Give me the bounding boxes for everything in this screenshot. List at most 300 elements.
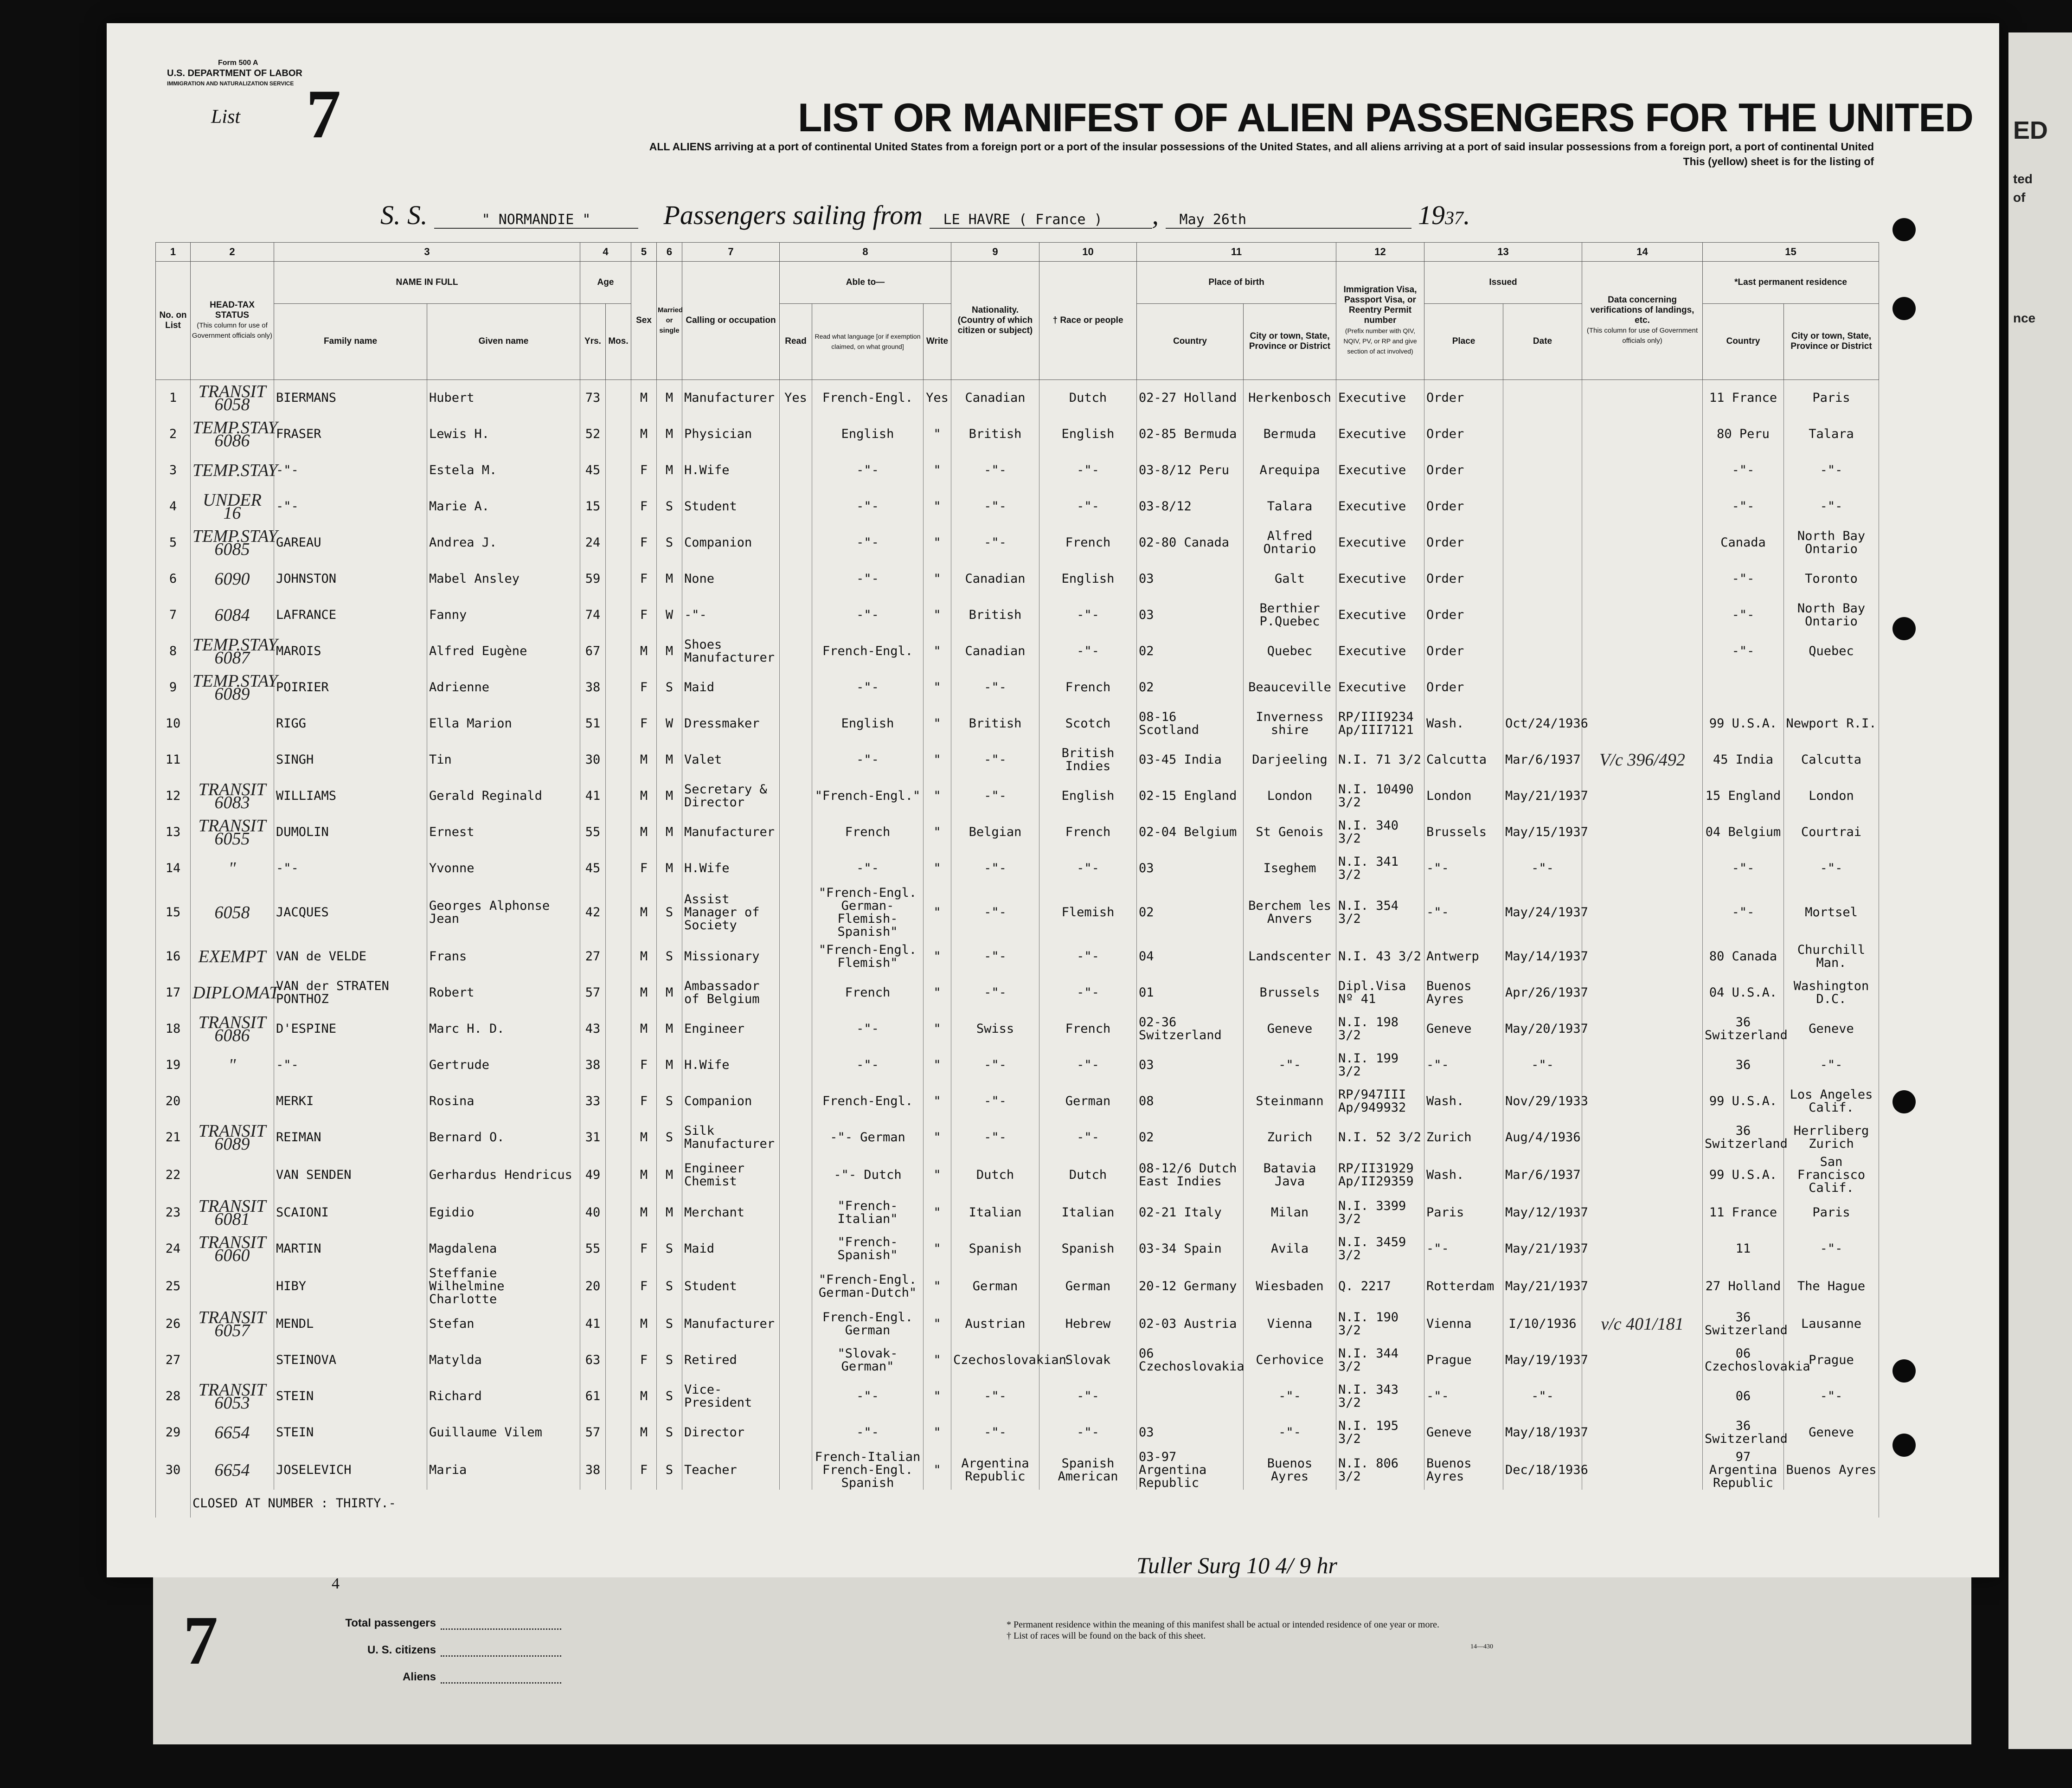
- occupation: -"-: [682, 597, 780, 633]
- nationality: Austrian: [951, 1306, 1039, 1342]
- family-name: SCAIONI: [274, 1195, 427, 1231]
- residence-city: Paris: [1784, 1195, 1879, 1231]
- verification: [1582, 850, 1703, 887]
- issued-place: Order: [1424, 669, 1503, 706]
- read-language: French: [812, 814, 924, 850]
- read-language: -"-: [812, 1415, 924, 1451]
- list-number: 7: [306, 76, 341, 153]
- col-number: 9: [951, 243, 1039, 262]
- residence-country: 99 U.S.A.: [1703, 1083, 1784, 1119]
- sex: F: [631, 452, 657, 489]
- read-language: "French-Engl. German-Dutch": [812, 1267, 924, 1306]
- nationality: Belgian: [951, 814, 1039, 850]
- issued-date: [1503, 380, 1582, 417]
- residence-country: 99 U.S.A.: [1703, 1156, 1784, 1195]
- birth-country: 02-04 Belgium: [1137, 814, 1244, 850]
- age-months: [606, 561, 631, 597]
- nationality: -"-: [951, 452, 1039, 489]
- issued-date: May/21/1937: [1503, 1231, 1582, 1267]
- header-issued-date: Date: [1503, 303, 1582, 379]
- head-tax-status: 6654: [191, 1415, 274, 1451]
- age-years: 38: [580, 1451, 606, 1490]
- visa-number: N.I. 43 3/2: [1336, 939, 1424, 975]
- race: -"-: [1039, 1378, 1137, 1415]
- occupation: Ambassador of Belgium: [682, 975, 780, 1011]
- birth-city: Galt: [1244, 561, 1336, 597]
- can-read: Yes: [780, 380, 812, 417]
- issued-date: May/21/1937: [1503, 778, 1582, 814]
- residence-country: -"-: [1703, 887, 1784, 939]
- age-months: [606, 380, 631, 417]
- table-row: [156, 416, 1879, 452]
- age-months: [606, 669, 631, 706]
- birth-country: 01: [1137, 975, 1244, 1011]
- visa-number: N.I. 3399 3/2: [1336, 1195, 1424, 1231]
- occupation: Valet: [682, 742, 780, 778]
- header-birth-country: Country: [1137, 303, 1244, 379]
- family-name: STEIN: [274, 1378, 427, 1415]
- header-no-on-list: No. on List: [156, 262, 191, 380]
- given-name: Gertrude: [427, 1047, 580, 1083]
- family-name: D'ESPINE: [274, 1011, 427, 1047]
- residence-country: 04 U.S.A.: [1703, 975, 1784, 1011]
- sex: M: [631, 887, 657, 939]
- occupation: Maid: [682, 1231, 780, 1267]
- verification: [1582, 1083, 1703, 1119]
- issued-place: Prague: [1424, 1342, 1503, 1378]
- col-number: 3: [274, 243, 580, 262]
- read-language: -"- German: [812, 1119, 924, 1156]
- age-months: [606, 742, 631, 778]
- head-tax-status: TEMP.STAY 6086: [191, 416, 274, 452]
- race: Slovak: [1039, 1342, 1137, 1378]
- row-number: 28: [156, 1378, 191, 1415]
- read-language: "Slovak-German": [812, 1342, 924, 1378]
- issued-date: [1503, 416, 1582, 452]
- closing-row: [156, 1490, 1879, 1518]
- residence-country: 80 Peru: [1703, 416, 1784, 452]
- visa-number: Dipl.Visa Nº 41: [1336, 975, 1424, 1011]
- head-tax-status: UNDER 16: [191, 489, 274, 525]
- race: English: [1039, 778, 1137, 814]
- verification: [1582, 1342, 1703, 1378]
- marital-status: M: [657, 850, 682, 887]
- given-name: Rosina: [427, 1083, 580, 1119]
- table-row: [156, 1156, 1879, 1195]
- verification: [1582, 1415, 1703, 1451]
- birth-city: Alfred Ontario: [1244, 525, 1336, 561]
- given-name: Richard: [427, 1378, 580, 1415]
- birth-country: 02-27 Holland: [1137, 380, 1244, 417]
- residence-city: Paris: [1784, 380, 1879, 417]
- can-read: [780, 814, 812, 850]
- sex: F: [631, 1231, 657, 1267]
- age-months: [606, 1119, 631, 1156]
- birth-city: -"-: [1244, 1378, 1336, 1415]
- given-name: Estela M.: [427, 452, 580, 489]
- issued-place: Order: [1424, 525, 1503, 561]
- residence-country: 11: [1703, 1231, 1784, 1267]
- verification: [1582, 633, 1703, 669]
- closing-spacer: [156, 1490, 191, 1518]
- read-language: -"-: [812, 452, 924, 489]
- verification: v/c 401/181: [1582, 1306, 1703, 1342]
- occupation: Director: [682, 1415, 780, 1451]
- col-number: 8: [780, 243, 951, 262]
- sex: M: [631, 1195, 657, 1231]
- given-name: Ernest: [427, 814, 580, 850]
- residence-city: -"-: [1784, 489, 1879, 525]
- age-years: 45: [580, 850, 606, 887]
- row-number: 4: [156, 489, 191, 525]
- issued-date: [1503, 597, 1582, 633]
- race: German: [1039, 1267, 1137, 1306]
- head-tax-status: 6084: [191, 597, 274, 633]
- family-name: JOSELEVICH: [274, 1451, 427, 1490]
- table-row: [156, 814, 1879, 850]
- aliens-field: [441, 1682, 561, 1684]
- race: -"-: [1039, 850, 1137, 887]
- family-name: REIMAN: [274, 1119, 427, 1156]
- col-number: 6: [657, 243, 682, 262]
- col-number: 1: [156, 243, 191, 262]
- age-months: [606, 1451, 631, 1490]
- row-number: 22: [156, 1156, 191, 1195]
- head-tax-status: TRANSIT 6086: [191, 1011, 274, 1047]
- issued-place: Zurich: [1424, 1119, 1503, 1156]
- occupation: Silk Manufacturer: [682, 1119, 780, 1156]
- stub-fragment: ted: [2013, 172, 2033, 186]
- issued-place: Paris: [1424, 1195, 1503, 1231]
- issued-date: May/12/1937: [1503, 1195, 1582, 1231]
- sex: M: [631, 1119, 657, 1156]
- can-write: ": [924, 1378, 951, 1415]
- residence-city: Calcutta: [1784, 742, 1879, 778]
- birth-country: 04: [1137, 939, 1244, 975]
- birth-city: Brussels: [1244, 975, 1336, 1011]
- age-years: 27: [580, 939, 606, 975]
- birth-city: Darjeeling: [1244, 742, 1336, 778]
- occupation: Companion: [682, 525, 780, 561]
- head-tax-status: TRANSIT 6053: [191, 1378, 274, 1415]
- age-months: [606, 814, 631, 850]
- age-months: [606, 975, 631, 1011]
- departure-date: May 26th: [1166, 212, 1411, 229]
- family-name: SINGH: [274, 742, 427, 778]
- issued-place: -"-: [1424, 887, 1503, 939]
- can-read: [780, 416, 812, 452]
- marital-status: S: [657, 1083, 682, 1119]
- form-number: Form 500 A: [218, 59, 258, 67]
- given-name: Ella Marion: [427, 706, 580, 742]
- can-write: ": [924, 778, 951, 814]
- birth-country: 02-36 Switzerland: [1137, 1011, 1244, 1047]
- nationality: Argentina Republic: [951, 1451, 1039, 1490]
- age-years: 51: [580, 706, 606, 742]
- issued-place: Rotterdam: [1424, 1267, 1503, 1306]
- visa-number: N.I. 199 3/2: [1336, 1047, 1424, 1083]
- marital-status: M: [657, 1047, 682, 1083]
- issued-date: Mar/6/1937: [1503, 742, 1582, 778]
- residence-country: -"-: [1703, 489, 1784, 525]
- sex: M: [631, 633, 657, 669]
- verification: [1582, 1378, 1703, 1415]
- age-months: [606, 778, 631, 814]
- birth-city: Avila: [1244, 1231, 1336, 1267]
- sex: F: [631, 525, 657, 561]
- col-number: 2: [191, 243, 274, 262]
- given-name: Fanny: [427, 597, 580, 633]
- issued-date: -"-: [1503, 850, 1582, 887]
- occupation: Dressmaker: [682, 706, 780, 742]
- issued-place: Order: [1424, 416, 1503, 452]
- issued-date: Mar/6/1937: [1503, 1156, 1582, 1195]
- year-suffix: 37: [1445, 207, 1464, 228]
- header-verifications: [1582, 262, 1703, 380]
- age-years: 67: [580, 633, 606, 669]
- age-years: 63: [580, 1342, 606, 1378]
- residence-city: Washington D.C.: [1784, 975, 1879, 1011]
- given-name: Gerhardus Hendricus: [427, 1156, 580, 1195]
- verification: V/c 396/492: [1582, 742, 1703, 778]
- can-write: ": [924, 1047, 951, 1083]
- table-row: [156, 1342, 1879, 1378]
- can-read: [780, 1047, 812, 1083]
- row-number: 3: [156, 452, 191, 489]
- marital-status: M: [657, 975, 682, 1011]
- list-label: List: [211, 106, 241, 128]
- sex: M: [631, 939, 657, 975]
- head-tax-status: TRANSIT 6081: [191, 1195, 274, 1231]
- birth-city: Bermuda: [1244, 416, 1336, 452]
- age-years: 30: [580, 742, 606, 778]
- given-name: Andrea J.: [427, 525, 580, 561]
- occupation: Student: [682, 1267, 780, 1306]
- marital-status: W: [657, 597, 682, 633]
- can-read: [780, 1156, 812, 1195]
- visa-number: N.I. 190 3/2: [1336, 1306, 1424, 1342]
- table-row: [156, 887, 1879, 939]
- issued-place: Vienna: [1424, 1306, 1503, 1342]
- nationality: Spanish: [951, 1231, 1039, 1267]
- residence-country: 04 Belgium: [1703, 814, 1784, 850]
- residence-city: Toronto: [1784, 561, 1879, 597]
- verification: [1582, 1011, 1703, 1047]
- residence-city: Lausanne: [1784, 1306, 1879, 1342]
- verification: [1582, 1267, 1703, 1306]
- occupation: Retired: [682, 1342, 780, 1378]
- occupation: Physician: [682, 416, 780, 452]
- header-yrs: Yrs.: [580, 303, 606, 379]
- birth-country: 03-97 Argentina Republic: [1137, 1451, 1244, 1490]
- age-months: [606, 489, 631, 525]
- issued-place: Geneve: [1424, 1011, 1503, 1047]
- given-name: Steffanie Wilhelmine Charlotte: [427, 1267, 580, 1306]
- table-row: [156, 1195, 1879, 1231]
- col-number: 15: [1703, 243, 1879, 262]
- sex: M: [631, 1011, 657, 1047]
- family-name: VAN der STRATEN PONTHOZ: [274, 975, 427, 1011]
- birth-country: 02: [1137, 669, 1244, 706]
- residence-country: 36 Switzerland: [1703, 1306, 1784, 1342]
- visa-number: N.I. 340 3/2: [1336, 814, 1424, 850]
- birth-country: 03: [1137, 597, 1244, 633]
- race: French: [1039, 814, 1137, 850]
- issued-place: Order: [1424, 489, 1503, 525]
- birth-country: 03-8/12 Peru: [1137, 452, 1244, 489]
- visa-number: RP/947III Ap/949932: [1336, 1083, 1424, 1119]
- residence-city: North Bay Ontario: [1784, 525, 1879, 561]
- can-write: ": [924, 1306, 951, 1342]
- nationality: -"-: [951, 778, 1039, 814]
- can-write: ": [924, 850, 951, 887]
- stub-fragment: nce: [2013, 311, 2036, 325]
- given-name: Marie A.: [427, 489, 580, 525]
- table-row: [156, 1119, 1879, 1156]
- verification: [1582, 1231, 1703, 1267]
- nationality: British: [951, 416, 1039, 452]
- row-number: 16: [156, 939, 191, 975]
- marital-status: M: [657, 814, 682, 850]
- can-write: ": [924, 633, 951, 669]
- nationality: -"-: [951, 669, 1039, 706]
- sex: M: [631, 778, 657, 814]
- header-calling: Calling or occupation: [682, 262, 780, 380]
- header-mos: Mos.: [606, 303, 631, 379]
- family-name: BIERMANS: [274, 380, 427, 417]
- residence-country: Canada: [1703, 525, 1784, 561]
- age-months: [606, 850, 631, 887]
- race: English: [1039, 416, 1137, 452]
- row-number: 7: [156, 597, 191, 633]
- can-read: [780, 706, 812, 742]
- birth-country: 02: [1137, 887, 1244, 939]
- nationality: British: [951, 597, 1039, 633]
- occupation: H.Wife: [682, 850, 780, 887]
- residence-country: 11 France: [1703, 1195, 1784, 1231]
- birth-country: 03-34 Spain: [1137, 1231, 1244, 1267]
- given-name: Mabel Ansley: [427, 561, 580, 597]
- verification: [1582, 814, 1703, 850]
- stub-fragment: of: [2013, 190, 2026, 205]
- head-tax-status: TEMP.STAY 6085: [191, 525, 274, 561]
- nationality: -"-: [951, 1415, 1039, 1451]
- birth-country: 02: [1137, 1119, 1244, 1156]
- read-language: -"-: [812, 1047, 924, 1083]
- marital-status: S: [657, 887, 682, 939]
- header-married: Married or single: [657, 262, 682, 380]
- sex: M: [631, 416, 657, 452]
- age-months: [606, 1083, 631, 1119]
- header-sex: Sex: [631, 262, 657, 380]
- age-years: 15: [580, 489, 606, 525]
- inspector-signature: Tuller Surg 10 4/ 9 hr: [1136, 1552, 1337, 1578]
- birth-country: 08-16 Scotland: [1137, 706, 1244, 742]
- birth-country: 03-45 India: [1137, 742, 1244, 778]
- family-name: -"-: [274, 452, 427, 489]
- binder-hole: [1892, 218, 1916, 241]
- sex: M: [631, 975, 657, 1011]
- family-name: JOHNSTON: [274, 561, 427, 597]
- residence-country: 45 India: [1703, 742, 1784, 778]
- can-read: [780, 850, 812, 887]
- totals-block: [315, 1610, 436, 1691]
- read-language: French-Italian French-Engl. Spanish: [812, 1451, 924, 1490]
- age-months: [606, 1378, 631, 1415]
- issued-place: Wash.: [1424, 1083, 1503, 1119]
- can-read: [780, 1342, 812, 1378]
- birth-country: 02: [1137, 633, 1244, 669]
- age-years: 31: [580, 1119, 606, 1156]
- can-write: ": [924, 706, 951, 742]
- total-passengers-field: [441, 1628, 561, 1630]
- birth-country: 06 Czechoslovakia: [1137, 1342, 1244, 1378]
- read-language: English: [812, 706, 924, 742]
- residence-city: Prague: [1784, 1342, 1879, 1378]
- header-race: † Race or people: [1039, 262, 1137, 380]
- race: Spanish: [1039, 1231, 1137, 1267]
- sex: M: [631, 1378, 657, 1415]
- marital-status: M: [657, 452, 682, 489]
- sex: F: [631, 597, 657, 633]
- age-months: [606, 452, 631, 489]
- age-months: [606, 1156, 631, 1195]
- occupation: H.Wife: [682, 1047, 780, 1083]
- sex: M: [631, 742, 657, 778]
- birth-city: Beauceville: [1244, 669, 1336, 706]
- nationality: British: [951, 706, 1039, 742]
- read-language: "French-Engl.": [812, 778, 924, 814]
- row-number: 23: [156, 1195, 191, 1231]
- birth-country: 03: [1137, 561, 1244, 597]
- birth-country: 20-12 Germany: [1137, 1267, 1244, 1306]
- row-number: 29: [156, 1415, 191, 1451]
- occupation: Missionary: [682, 939, 780, 975]
- binder-hole: [1892, 1434, 1916, 1457]
- residence-country: -"-: [1703, 452, 1784, 489]
- residence-city: Churchill Man.: [1784, 939, 1879, 975]
- given-name: Georges Alphonse Jean: [427, 887, 580, 939]
- can-read: [780, 525, 812, 561]
- footer-list-number: 7: [183, 1602, 218, 1679]
- visa-number: Executive: [1336, 380, 1424, 417]
- given-name: Robert: [427, 975, 580, 1011]
- head-tax-status: TRANSIT 6055: [191, 814, 274, 850]
- family-name: VAN de VELDE: [274, 939, 427, 975]
- family-name: WILLIAMS: [274, 778, 427, 814]
- table-row: [156, 633, 1879, 669]
- can-write: ": [924, 1451, 951, 1490]
- issued-date: [1503, 633, 1582, 669]
- age-years: 24: [580, 525, 606, 561]
- visa-number: Executive: [1336, 489, 1424, 525]
- can-read: [780, 633, 812, 669]
- race: Flemish: [1039, 887, 1137, 939]
- read-language: "French-Italian": [812, 1195, 924, 1231]
- family-name: -"-: [274, 1047, 427, 1083]
- issued-date: May/24/1937: [1503, 887, 1582, 939]
- table-row: [156, 1451, 1879, 1490]
- sex: M: [631, 1306, 657, 1342]
- col-number: 5: [631, 243, 657, 262]
- closing-note: CLOSED AT NUMBER : THIRTY.-: [191, 1490, 1879, 1518]
- residence-country: 99 U.S.A.: [1703, 706, 1784, 742]
- residence-city: Geneve: [1784, 1011, 1879, 1047]
- issued-place: London: [1424, 778, 1503, 814]
- ship-name: " NORMANDIE ": [434, 212, 638, 229]
- verification: [1582, 597, 1703, 633]
- footnote-residence: * Permanent residence within the meaning of this manifest shall be actual or intended residence of one year or more.: [1007, 1620, 1440, 1630]
